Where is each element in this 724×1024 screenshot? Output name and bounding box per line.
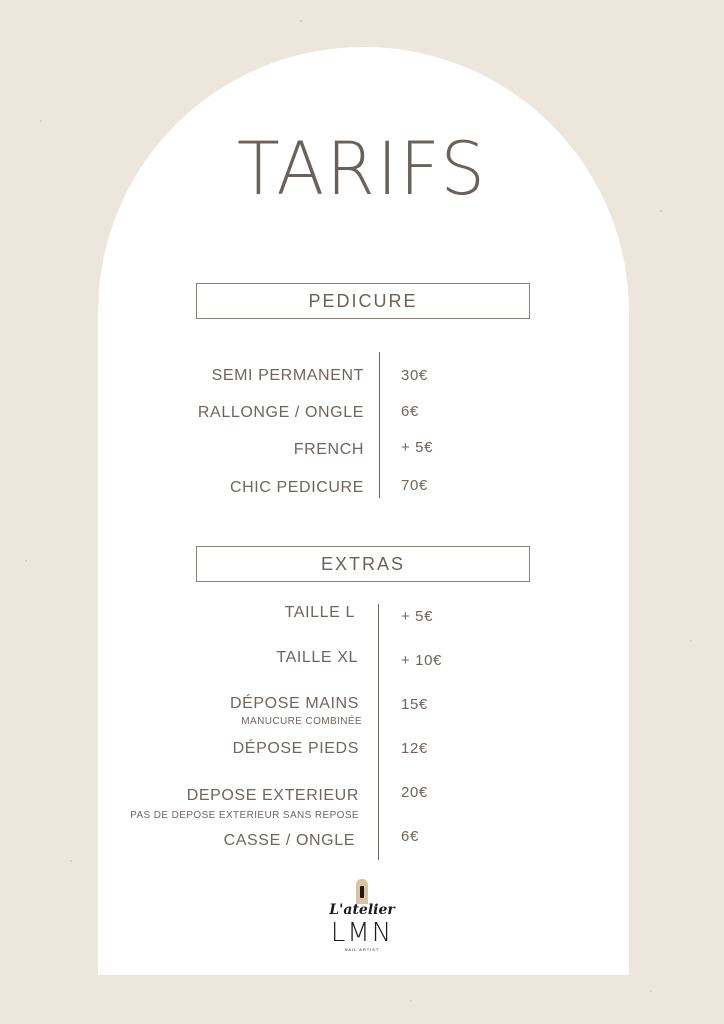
price-item-value: 70€ [401, 477, 428, 494]
price-item-note: MANUCURE COMBINÉE [241, 716, 362, 727]
price-item-value: + 10€ [401, 652, 442, 669]
section-heading-extras: EXTRAS [196, 546, 530, 582]
price-item-label: FRENCH [293, 441, 364, 458]
pedicure-divider [379, 352, 380, 498]
price-item-label: DÉPOSE MAINS [229, 695, 359, 712]
price-item-note: PAS DE DEPOSE EXTERIEUR SANS REPOSE [130, 810, 359, 821]
extras-divider [378, 604, 379, 860]
price-item-value: 6€ [401, 403, 419, 420]
price-item-label: TAILLE L [284, 604, 355, 621]
price-item-value: 6€ [401, 828, 419, 845]
price-item-label: RALLONGE / ONGLE [197, 404, 364, 421]
nail-icon [355, 878, 369, 904]
price-item-value: 20€ [401, 784, 428, 801]
price-item-label: DEPOSE EXTERIEUR [186, 787, 359, 804]
page-title: TARIFS [237, 125, 487, 213]
price-item-label: SEMI PERMANENT [211, 367, 364, 384]
price-item-value: + 5€ [401, 608, 434, 625]
price-item-label: TAILLE XL [276, 649, 358, 666]
brand-logo [312, 878, 412, 958]
logo-wordmark: LMN [330, 918, 394, 948]
price-item-label: CASSE / ONGLE [223, 832, 355, 849]
logo-script: L'atelier [329, 902, 395, 918]
price-item-value: 30€ [401, 367, 428, 384]
section-heading-pedicure: PEDICURE [196, 283, 530, 319]
price-item-value: 12€ [401, 740, 428, 757]
price-item-value: + 5€ [401, 439, 434, 456]
price-item-label: CHIC PEDICURE [229, 479, 364, 496]
price-item-value: 15€ [401, 696, 428, 713]
price-item-label: DÉPOSE PIEDS [232, 740, 359, 757]
logo-tagline: NAIL ARTIST [344, 947, 380, 952]
